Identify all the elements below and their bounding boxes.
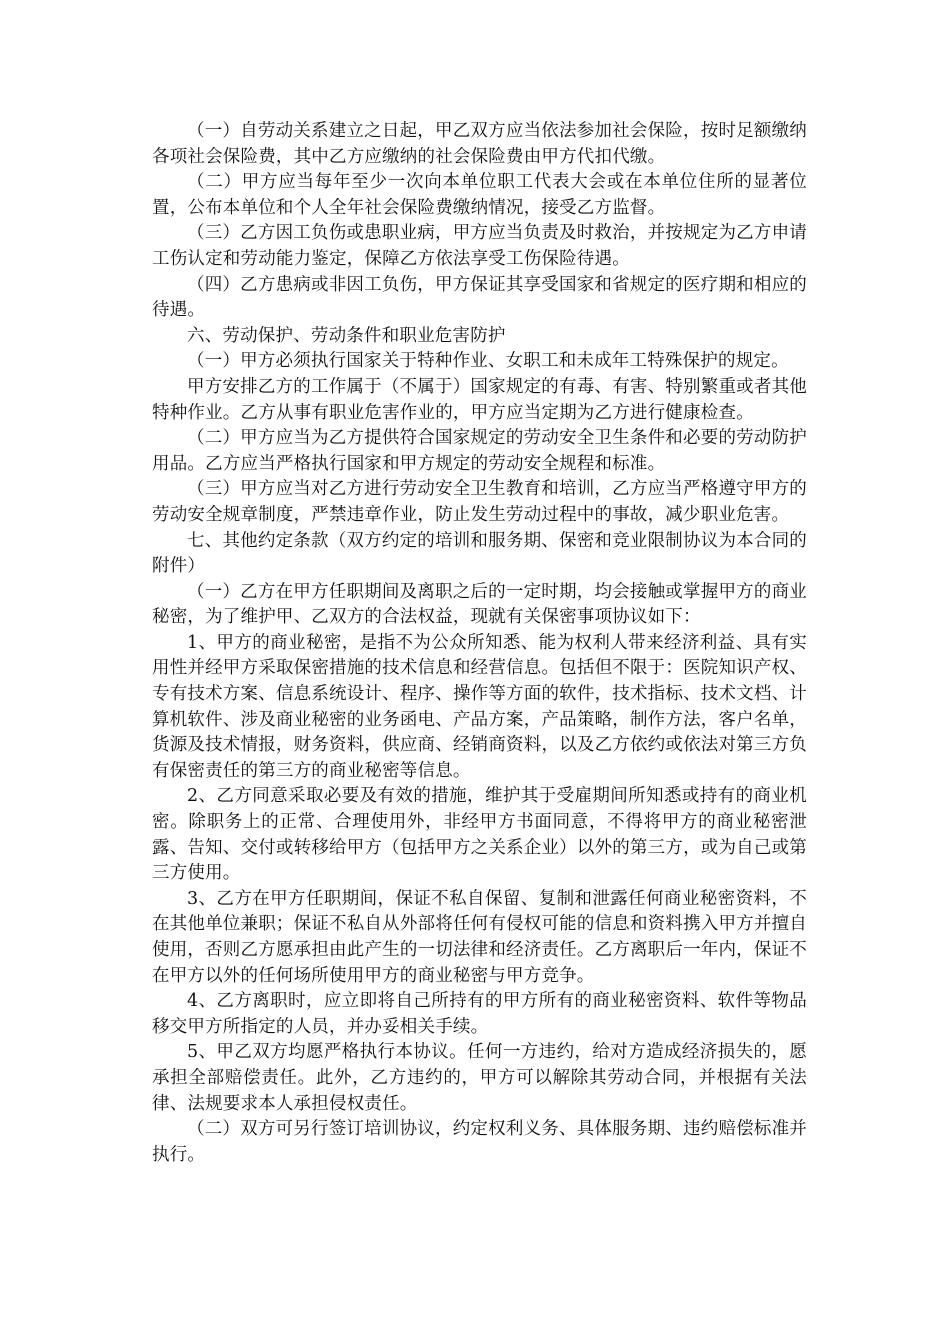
document-body xyxy=(152,119,807,1168)
paragraph-social-insurance-1: （一）自劳动关系建立之日起，甲乙双方应当依法参加社会保险，按时足额缴纳各项社会保险费，其中乙方应缴纳的社会保险费由甲方代扣代缴。 xyxy=(152,121,807,167)
section-heading-labor-protection: 六、劳动保护、劳动条件和职业危害防护 xyxy=(187,325,506,346)
paragraph-confidentiality-1: 1、甲方的商业秘密，是指不为公众所知悉、能为权利人带来经济利益、具有实用性并经甲方采取保密措施的技术信息和经营信息。包括但不限于：医院知识产权、专有技术方案、信息系统设计、程序、操作等方面的软件，技术指标、技术文档、计算机软件、涉及商业秘密的业务函电、产品方案，产品策略，制作方法，客户名单，货源及技术情报，财务资料，供应商、经销商资料，以及乙方依约或依法对第三方负有保密责任的第三方的商业秘密等信息。 xyxy=(152,632,807,781)
paragraph-social-insurance-2: （二）甲方应当每年至少一次向本单位职工代表大会或在本单位住所的显著位置，公布本单位和个人全年社会保险费缴纳情况，接受乙方监督。 xyxy=(152,172,807,218)
paragraph-confidentiality-2: 2、乙方同意采取必要及有效的措施，维护其于受雇期间所知悉或持有的商业机密。除职务上的正常、合理使用外，非经甲方书面同意，不得将甲方的商业秘密泄露、告知、交付或转移给甲方（包括甲方之关系企业）以外的第三方，或为自己或第三方使用。 xyxy=(152,786,807,884)
paragraph-confidentiality-4: 4、乙方离职时，应立即将自己所持有的甲方所有的商业秘密资料、软件等物品移交甲方所指定的人员，并办妥相关手续。 xyxy=(152,991,807,1037)
paragraph-labor-protection-1: （一）甲方必须执行国家关于特种作业、女职工和未成年工特殊保护的规定。 xyxy=(187,351,789,372)
paragraph-confidentiality-3: 3、乙方在甲方任职期间，保证不私自保留、复制和泄露任何商业秘密资料，不在其他单位兼职；保证不私自从外部将任何有侵权可能的信息和资料携入甲方并擅自使用，否则乙方愿承担由此产生的一切法律和经济责任。乙方离职后一年内，保证不在甲方以外的任何场所使用甲方的商业秘密与甲方竞争。 xyxy=(152,888,807,986)
paragraph-social-insurance-4: （四）乙方患病或非因工负伤，甲方保证其享受国家和省规定的医疗期和相应的待遇。 xyxy=(152,274,807,321)
paragraph-labor-protection-2: （二）甲方应当为乙方提供符合国家规定的劳动安全卫生条件和必要的劳动防护用品。乙方应当严格执行国家和甲方规定的劳动安全规程和标准。 xyxy=(152,428,807,474)
paragraph-training-agreement: （二）双方可另行签订培训协议，约定权利义务、具体服务期、违约赔偿标准并执行。 xyxy=(152,1119,807,1165)
section-heading-other-terms: 七、其他约定条款（双方约定的培训和服务期、保密和竞业限制协议为本合同的附件） xyxy=(152,530,807,577)
paragraph-confidentiality-5: 5、甲乙双方均愿严格执行本协议。任何一方违约，给对方造成经济损失的，愿承担全部赔偿责任。此外，乙方违约的，甲方可以解除其劳动合同，并根据有关法律、法规要求本人承担侵权责任。 xyxy=(152,1042,807,1114)
paragraph-labor-protection-3: （三）甲方应当对乙方进行劳动安全卫生教育和培训，乙方应当严格遵守甲方的劳动安全规章制度，严禁违章作业，防止发生劳动过程中的事故，减少职业危害。 xyxy=(152,479,807,525)
paragraph-social-insurance-3: （三）乙方因工负伤或患职业病，甲方应当负责及时救治，并按规定为乙方申请工伤认定和劳动能力鉴定，保障乙方依法享受工伤保险待遇。 xyxy=(152,223,807,269)
paragraph-labor-protection-1b: 甲方安排乙方的工作属于（不属于）国家规定的有毒、有害、特别繁重或者其他特种作业。乙方从事有职业危害作业的，甲方应当定期为乙方进行健康检查。 xyxy=(152,376,807,423)
paragraph-confidentiality-intro: （一）乙方在甲方任职期间及离职之后的一定时期，均会接触或掌握甲方的商业秘密，为了维护甲、乙双方的合法权益，现就有关保密事项协议如下： xyxy=(152,581,807,628)
